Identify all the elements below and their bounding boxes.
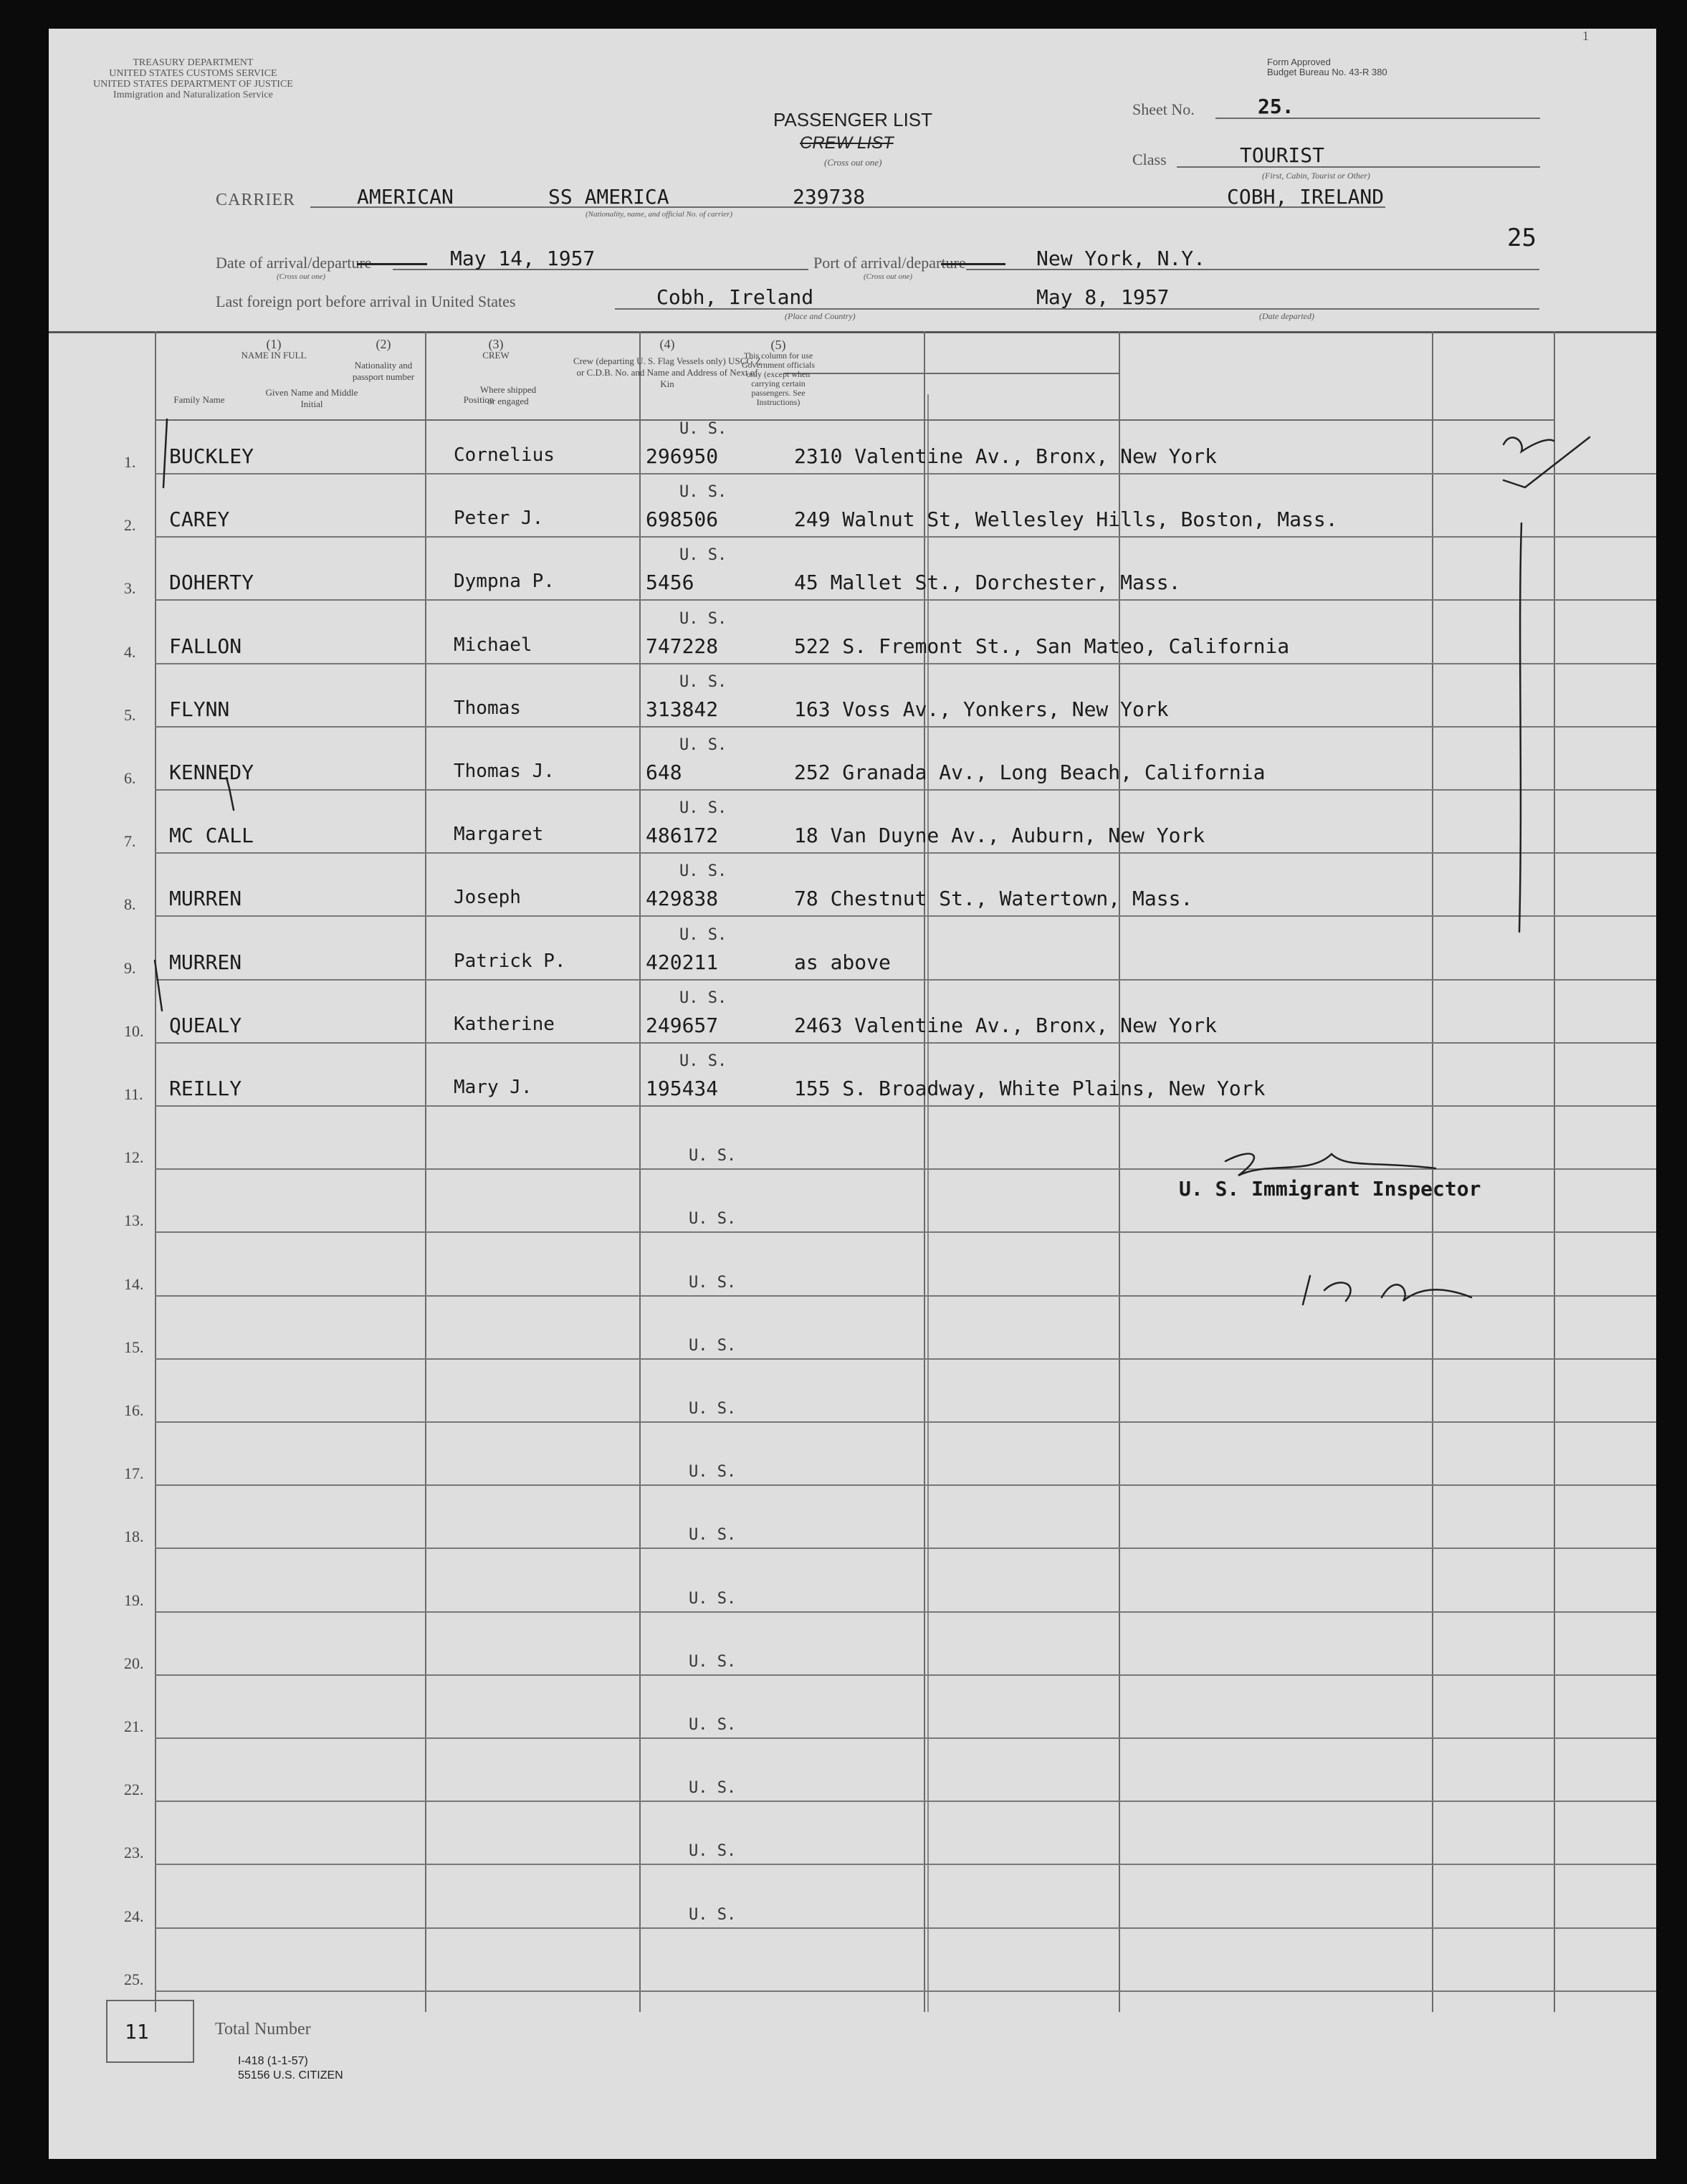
agency-line: TREASURY DEPARTMENT (133, 57, 254, 68)
last-port-place-note: (Place and Country) (785, 311, 856, 321)
family-name: FLYNN (169, 697, 230, 721)
carrier-name: SS AMERICA (548, 185, 669, 209)
family-name: KENNEDY (169, 760, 254, 784)
row-number: 13. (124, 1211, 144, 1229)
carrier-note: (Nationality, name, and official No. of carrier) (586, 210, 733, 219)
column-title: Crew (departing U. S. Flag Vessels only) USCG Z or C.D.B. No. and Name and Address of Next of Kin (573, 356, 761, 389)
passport-number: 698506 (646, 507, 719, 531)
row-number: 2. (124, 516, 136, 534)
next-of-kin-address: 2463 Valentine Av., Bronx, New York (794, 1014, 1218, 1037)
row-number: 21. (124, 1717, 144, 1735)
nationality-label: U. S. (679, 546, 727, 564)
given-name: Peter J. (454, 507, 544, 529)
next-of-kin-address: 522 S. Fremont St., San Mateo, California (794, 634, 1290, 658)
nationality-label: U. S. (689, 1653, 737, 1671)
port-of-embarkation: COBH, IRELAND (1227, 185, 1385, 209)
nationality-label: U. S. (689, 1147, 737, 1165)
arrival-date: May 14, 1957 (450, 247, 596, 270)
page-number: 25 (1507, 224, 1537, 252)
official-vertical (1519, 523, 1521, 932)
given-name: Thomas J. (454, 760, 555, 782)
port-of-arrival: New York, N.Y. (1036, 247, 1206, 270)
where-shipped-header: Where shipped or engaged (479, 384, 537, 406)
given-name: Joseph (454, 887, 521, 908)
checkmark-2 (226, 778, 234, 810)
agency-line: UNITED STATES CUSTOMS SERVICE (109, 68, 277, 79)
class-note: (First, Cabin, Tourist or Other) (1262, 171, 1370, 181)
family-name: QUEALY (169, 1014, 242, 1037)
passport-number: 249657 (646, 1014, 719, 1037)
passenger-list-form (49, 29, 1656, 2159)
column-number: (4) (659, 337, 675, 351)
form-code-line: 55156 U.S. CITIZEN (238, 2069, 343, 2082)
nationality-label: U. S. (689, 1400, 737, 1418)
next-of-kin-address: 163 Voss Av., Yonkers, New York (794, 697, 1169, 721)
inspector-signature (1225, 1154, 1435, 1176)
row-number: 17. (124, 1464, 144, 1482)
form-title: PASSENGER LIST (773, 109, 933, 130)
sheet-label: Sheet No. (1132, 100, 1195, 118)
passport-number: 5456 (646, 571, 694, 594)
corner-mark: 1 (1582, 29, 1589, 43)
nationality-label: U. S. (679, 862, 727, 880)
carrier-label: CARRIER (216, 191, 296, 209)
carrier-nationality: AMERICAN (357, 185, 454, 209)
given-name: Thomas (454, 697, 521, 719)
family-name: MURREN (169, 950, 242, 974)
row-number: 19. (124, 1591, 144, 1609)
given-name-header: Given Name and Middle Initial (265, 387, 358, 409)
next-of-kin-address: 45 Mallet St., Dorchester, Mass. (794, 571, 1181, 594)
row-number: 14. (124, 1275, 144, 1293)
total-value: 11 (125, 2020, 149, 2044)
row-number: 18. (124, 1527, 144, 1545)
family-name: BUCKLEY (169, 444, 254, 468)
nationality-label: U. S. (679, 610, 727, 628)
last-port-date: May 8, 1957 (1036, 285, 1170, 309)
nationality-label: U. S. (679, 1052, 727, 1070)
total-label: Total Number (215, 2020, 311, 2038)
row-number: 5. (124, 706, 136, 724)
nationality-label: U. S. (679, 926, 727, 944)
next-of-kin-address: as above (794, 950, 891, 974)
last-port-place: Cobh, Ireland (656, 285, 814, 309)
column-number: (2) (376, 337, 391, 351)
nationality-label: U. S. (689, 1210, 737, 1228)
row-number: 3. (124, 579, 136, 597)
next-of-kin-address: 78 Chestnut St., Watertown, Mass. (794, 887, 1193, 910)
port-label: Port of arrival/departure (813, 254, 966, 272)
column-number: (3) (488, 337, 504, 351)
last-port-label: Last foreign port before arrival in United States (216, 292, 516, 310)
given-name: Patrick P. (454, 950, 566, 972)
row-number: 22. (124, 1780, 144, 1798)
nationality-label: U. S. (689, 1779, 737, 1797)
given-name: Margaret (454, 824, 544, 845)
handwriting-layer (49, 29, 1656, 2159)
class-value: TOURIST (1240, 143, 1325, 167)
checkmark-3 (155, 960, 162, 1011)
nationality-label: U. S. (689, 1716, 737, 1734)
sheet-number: 25. (1258, 95, 1294, 118)
family-name: REILLY (169, 1077, 242, 1100)
next-of-kin-address: 155 S. Broadway, White Plains, New York (794, 1077, 1266, 1100)
given-name: Mary J. (454, 1077, 532, 1098)
agency-line: Immigration and Naturalization Service (113, 90, 273, 100)
row-number: 1. (124, 453, 136, 471)
nationality-label: U. S. (689, 1274, 737, 1292)
given-name: Dympna P. (454, 571, 555, 592)
nationality-label: U. S. (679, 420, 727, 438)
nationality-label: U. S. (679, 736, 727, 754)
nationality-label: U. S. (689, 1842, 737, 1860)
row-number: 23. (124, 1844, 144, 1861)
row-number: 25. (124, 1970, 144, 1988)
nationality-label: U. S. (679, 799, 727, 817)
family-name: DOHERTY (169, 571, 254, 594)
family-name: FALLON (169, 634, 242, 658)
official-check (1504, 437, 1590, 487)
inspector-stamp: U. S. Immigrant Inspector (1179, 1177, 1481, 1201)
nationality-label: U. S. (679, 989, 727, 1007)
given-name: Michael (454, 634, 532, 656)
row-number: 7. (124, 832, 136, 850)
passport-number: 747228 (646, 634, 719, 658)
nationality-label: U. S. (689, 1337, 737, 1355)
nationality-label: U. S. (689, 1906, 737, 1924)
passport-number: 486172 (646, 824, 719, 847)
nationality-label: U. S. (689, 1463, 737, 1481)
nationality-label: U. S. (689, 1526, 737, 1544)
row-number: 15. (124, 1338, 144, 1356)
form-title-struck: CREW LIST (800, 133, 894, 153)
family-name: CAREY (169, 507, 230, 531)
next-of-kin-address: 18 Van Duyne Av., Auburn, New York (794, 824, 1205, 847)
passport-number: 648 (646, 760, 682, 784)
arrival-label: Date of arrival/departure (216, 254, 372, 272)
row-number: 20. (124, 1654, 144, 1672)
passport-number: 313842 (646, 697, 719, 721)
passport-number: 296950 (646, 444, 719, 468)
title-note: (Cross out one) (824, 157, 882, 168)
port-note: (Cross out one) (864, 272, 913, 281)
next-of-kin-address: 252 Granada Av., Long Beach, California (794, 760, 1266, 784)
passport-number: 429838 (646, 887, 719, 910)
passport-number: 420211 (646, 950, 719, 974)
row-number: 12. (124, 1148, 144, 1166)
family-name: MC CALL (169, 824, 254, 847)
family-name: MURREN (169, 887, 242, 910)
position-header: Position (463, 394, 494, 405)
carrier-official-number: 239738 (793, 185, 866, 209)
column-title: Nationality and passport number (352, 360, 415, 382)
nationality-label: U. S. (689, 1590, 737, 1608)
checkmark-1 (163, 419, 167, 487)
column-title: NAME IN FULL (241, 350, 307, 361)
given-name: Katherine (454, 1014, 555, 1035)
form-approved-line: Form Approved (1267, 57, 1331, 67)
row-number: 16. (124, 1401, 144, 1419)
agency-line: UNITED STATES DEPARTMENT OF JUSTICE (93, 79, 293, 90)
last-port-date-note: (Date departed) (1259, 311, 1314, 321)
row-number: 10. (124, 1022, 144, 1040)
column-title: CREW (482, 350, 510, 361)
family-name-header: Family Name (173, 394, 225, 405)
row-number: 8. (124, 895, 136, 913)
row-number: 11. (124, 1085, 143, 1103)
class-label: Class (1132, 151, 1167, 168)
column-title: This column for use Government officials only (except when carrying certain passengers. See Instructions) (741, 351, 816, 407)
row-number: 4. (124, 643, 136, 661)
nationality-label: U. S. (679, 483, 727, 501)
arrival-note: (Cross out one) (277, 272, 326, 281)
row-number: 6. (124, 769, 136, 787)
form-code-line: I-418 (1-1-57) (238, 2055, 308, 2067)
form-approved-line: Budget Bureau No. 43-R 380 (1267, 67, 1387, 77)
official-initial (1504, 437, 1554, 452)
row-number: 9. (124, 959, 136, 977)
nationality-label: U. S. (679, 673, 727, 691)
passport-number: 195434 (646, 1077, 719, 1100)
next-of-kin-address: 249 Walnut St, Wellesley Hills, Boston, Mass. (794, 507, 1338, 531)
column-number: (5) (770, 338, 786, 352)
column-number: (1) (266, 337, 282, 351)
row-number: 24. (124, 1907, 144, 1925)
given-name: Cornelius (454, 444, 555, 466)
next-of-kin-address: 2310 Valentine Av., Bronx, New York (794, 444, 1218, 468)
